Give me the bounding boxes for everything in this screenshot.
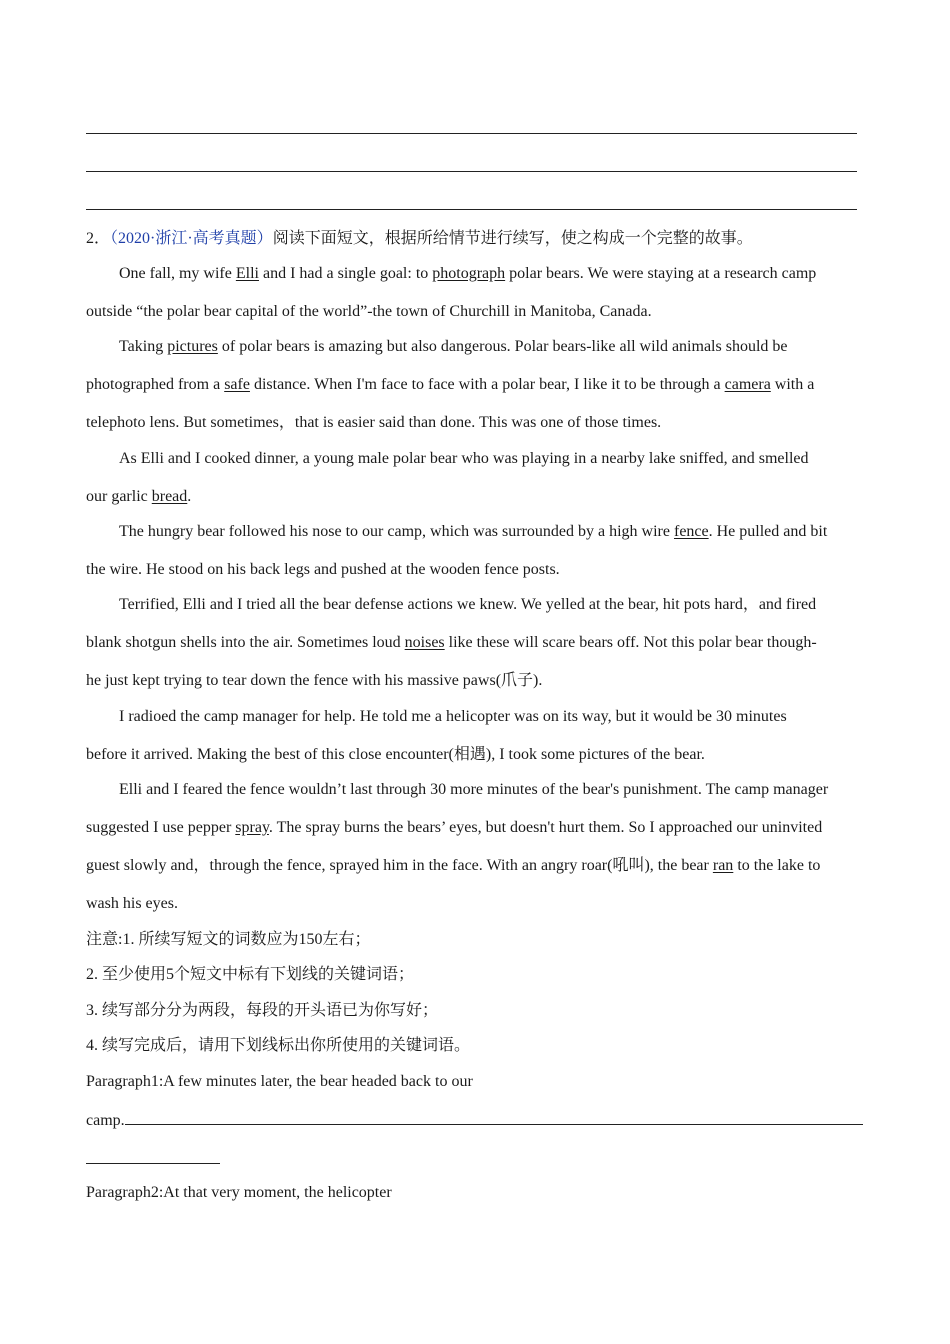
passage-text: like these will scare bears off. Not this polar bear though- — [444, 634, 817, 651]
key-word: camera — [724, 376, 771, 393]
passage-line — [119, 780, 899, 800]
key-word: spray — [235, 819, 269, 836]
passage-text: . He pulled and bit — [708, 523, 828, 540]
question-source: （2020·浙江·高考真题） — [110, 230, 273, 247]
passage-text: blank shotgun shells into the air. Sometimes loud — [86, 634, 405, 651]
passage-line — [86, 856, 866, 876]
key-word: safe — [224, 376, 250, 393]
passage-line — [86, 302, 866, 322]
question-instruction: 阅读下面短文，根据所给情节进行续写，使之构成一个完整的故事。 — [272, 230, 753, 247]
passage-text: and I had a single goal: to — [258, 265, 433, 282]
passage-text: our garlic — [86, 488, 152, 505]
passage-text: suggested I use pepper — [86, 819, 236, 836]
passage-line — [86, 633, 866, 653]
passage-text: Terrified, Elli and I tried all the bear defense actions we knew. We yelled at the bear, hit pots hard，and fired — [119, 596, 817, 613]
passage-text: One fall, my wife — [119, 265, 236, 282]
paragraph1-prompt: Paragraph1:A few minutes later, the bear headed back to our — [86, 1073, 473, 1090]
key-word: Elli — [235, 265, 259, 282]
writing-blank-end[interactable] — [86, 1163, 220, 1164]
passage-text: I radioed the camp manager for help. He told me a helicopter was on its way, but it would be 30 minutes — [119, 708, 787, 725]
passage-text: with a — [770, 376, 815, 393]
answer-line — [86, 133, 857, 134]
passage-text: Elli and I feared the fence wouldn’t last through 30 more minutes of the bear's punishment. The camp manager — [119, 781, 829, 798]
key-word: photograph — [432, 265, 506, 282]
passage-text: the wire. He stood on his back legs and pushed at the wooden fence posts. — [86, 561, 560, 578]
paragraph2-prompt: Paragraph2:At that very moment, the helicopter — [86, 1184, 392, 1201]
passage-line — [119, 595, 899, 615]
note-1: 注意:1. 所续写短文的词数应为150左右； — [86, 931, 371, 948]
paragraph1-continuation-text: camp. — [86, 1112, 125, 1129]
passage-line — [119, 449, 899, 469]
passage-line — [86, 375, 866, 395]
key-word: noises — [404, 634, 445, 651]
passage-line — [86, 487, 866, 507]
passage-line — [119, 337, 899, 357]
passage-line — [86, 413, 866, 433]
passage-text: to the lake to — [733, 857, 821, 874]
passage-text: photographed from a — [86, 376, 225, 393]
passage-line — [119, 522, 899, 542]
writing-blank[interactable] — [125, 1110, 863, 1125]
passage-text: The hungry bear followed his nose to our camp, which was surrounded by a high wire — [119, 523, 674, 540]
note-3: 3. 续写部分分为两段，每段的开头语已为你写好； — [86, 1002, 439, 1019]
passage-text: of polar bears is amazing but also dangerous. Polar bears-like all wild animals should be — [217, 338, 788, 355]
passage-text: . The spray burns the bears’ eyes, but doesn't hurt them. So I approached our uninvited — [268, 819, 823, 836]
note-2: 2. 至少使用5个短文中标有下划线的关键词语； — [86, 966, 415, 983]
passage-line — [119, 264, 899, 284]
key-word: bread — [151, 488, 188, 505]
passage-text: As Elli and I cooked dinner, a young male polar bear who was playing in a nearby lake sniffed, and smelled — [119, 450, 809, 467]
passage-text: outside “the polar bear capital of the world”-the town of Churchill in Manitoba, Canada. — [86, 303, 652, 320]
passage-text: guest slowly and，through the fence, sprayed him in the face. With an angry roar(吼叫), the bear — [86, 857, 713, 874]
passage-text: Taking — [119, 338, 168, 355]
passage-line — [86, 818, 866, 838]
question-number: 2． — [86, 230, 111, 247]
passage-line — [86, 560, 866, 580]
passage-line — [86, 745, 866, 765]
note-4: 4. 续写完成后，请用下划线标出你所使用的关键词语。 — [86, 1037, 471, 1054]
answer-line — [86, 171, 857, 172]
passage-text: he just kept trying to tear down the fence with his massive paws(爪子). — [86, 672, 543, 689]
passage-text: distance. When I'm face to face with a polar bear, I like it to be through a — [249, 376, 725, 393]
passage-text: wash his eyes. — [86, 895, 178, 912]
question-header — [86, 229, 866, 249]
passage-text: polar bears. We were staying at a research camp — [505, 265, 817, 282]
key-word: pictures — [167, 338, 218, 355]
key-word: fence — [673, 523, 709, 540]
answer-line — [86, 209, 857, 210]
passage-line — [86, 671, 866, 691]
passage-text: . — [187, 488, 192, 505]
passage-text: before it arrived. Making the best of this close encounter(相遇), I took some pictures of the bear. — [86, 746, 705, 763]
passage-line — [119, 707, 899, 727]
key-word: ran — [712, 857, 734, 874]
passage-line — [86, 894, 866, 914]
passage-text: telephoto lens. But sometimes，that is easier said than done. This was one of those times. — [86, 414, 662, 431]
paragraph1-continuation — [86, 1110, 866, 1131]
